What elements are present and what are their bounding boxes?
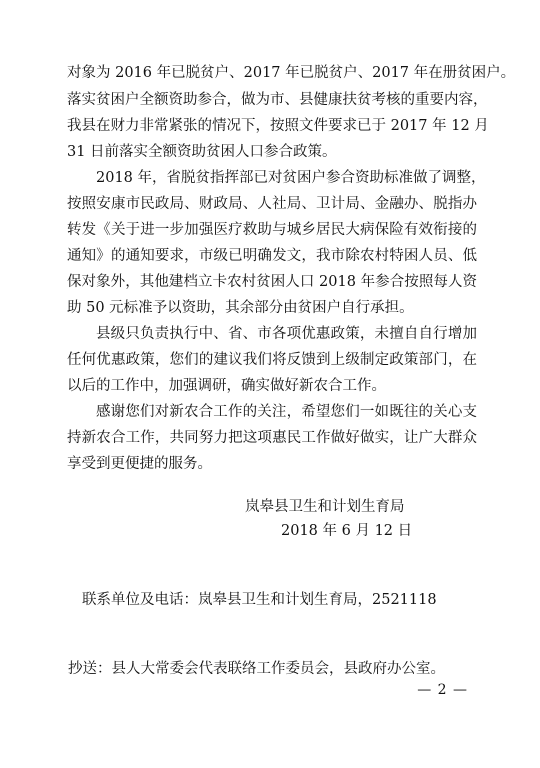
paragraph-line: 通知》的通知要求，市级已明确发文，我市除农村特困人员、低	[67, 248, 477, 264]
paragraph-line: 持新农合工作，共同努力把这项惠民工作做好做实，让广大群众	[67, 430, 477, 446]
paragraph-line: 转发《关于进一步加强医疗救助与城乡居民大病保险有效衔接的	[67, 222, 477, 238]
paragraph-line: 按照安康市民政局、财政局、人社局、卫计局、金融办、脱指办	[67, 196, 477, 212]
contact-info: 联系单位及电话：岚皋县卫生和计划生育局，2521118	[82, 592, 437, 608]
paragraph-line: 保对象外，其他建档立卡农村贫困人口 2018 年参合按照每人资	[67, 274, 477, 290]
paragraph-line: 感谢您们对新农合工作的关注，希望您们一如既往的关心支	[96, 404, 477, 420]
paragraph-line: 2018 年，省脱贫指挥部已对贫困户参合资助标准做了调整，	[96, 170, 486, 186]
paragraph-line: 对象为 2016 年已脱贫户、2017 年已脱贫户、2017 年在册贫困户。	[67, 65, 516, 81]
paragraph-line: 县级只负责执行中、省、市各项优惠政策，未擅自自行增加	[96, 326, 477, 342]
paragraph-line: 落实贫困户全额资助参合，做为市、县健康扶贫考核的重要内容，	[67, 92, 488, 108]
paragraph-line: 31 日前落实全额资助贫困人口参合政策。	[67, 144, 337, 160]
paragraph-line: 我县在财力非常紧张的情况下，按照文件要求已于 2017 年 12 月	[67, 118, 489, 134]
paragraph-line: 助 50 元标准予以资助，其余部分由贫困户自行承担。	[67, 300, 414, 316]
paragraph-line: 任何优惠政策，您们的建议我们将反馈到上级制定政策部门，在	[67, 352, 477, 368]
signature-organization: 岚皋县卫生和计划生育局	[245, 499, 405, 515]
signature-date: 2018 年 6 月 12 日	[281, 523, 413, 539]
paragraph-line: 以后的工作中，加强调研，确实做好新农合工作。	[67, 378, 386, 394]
paragraph-line: 享受到更便捷的服务。	[67, 456, 212, 472]
page-number: — 2 —	[417, 682, 468, 698]
cc-line: 抄送：县人大常委会代表联络工作委员会，县政府办公室。	[68, 661, 445, 677]
